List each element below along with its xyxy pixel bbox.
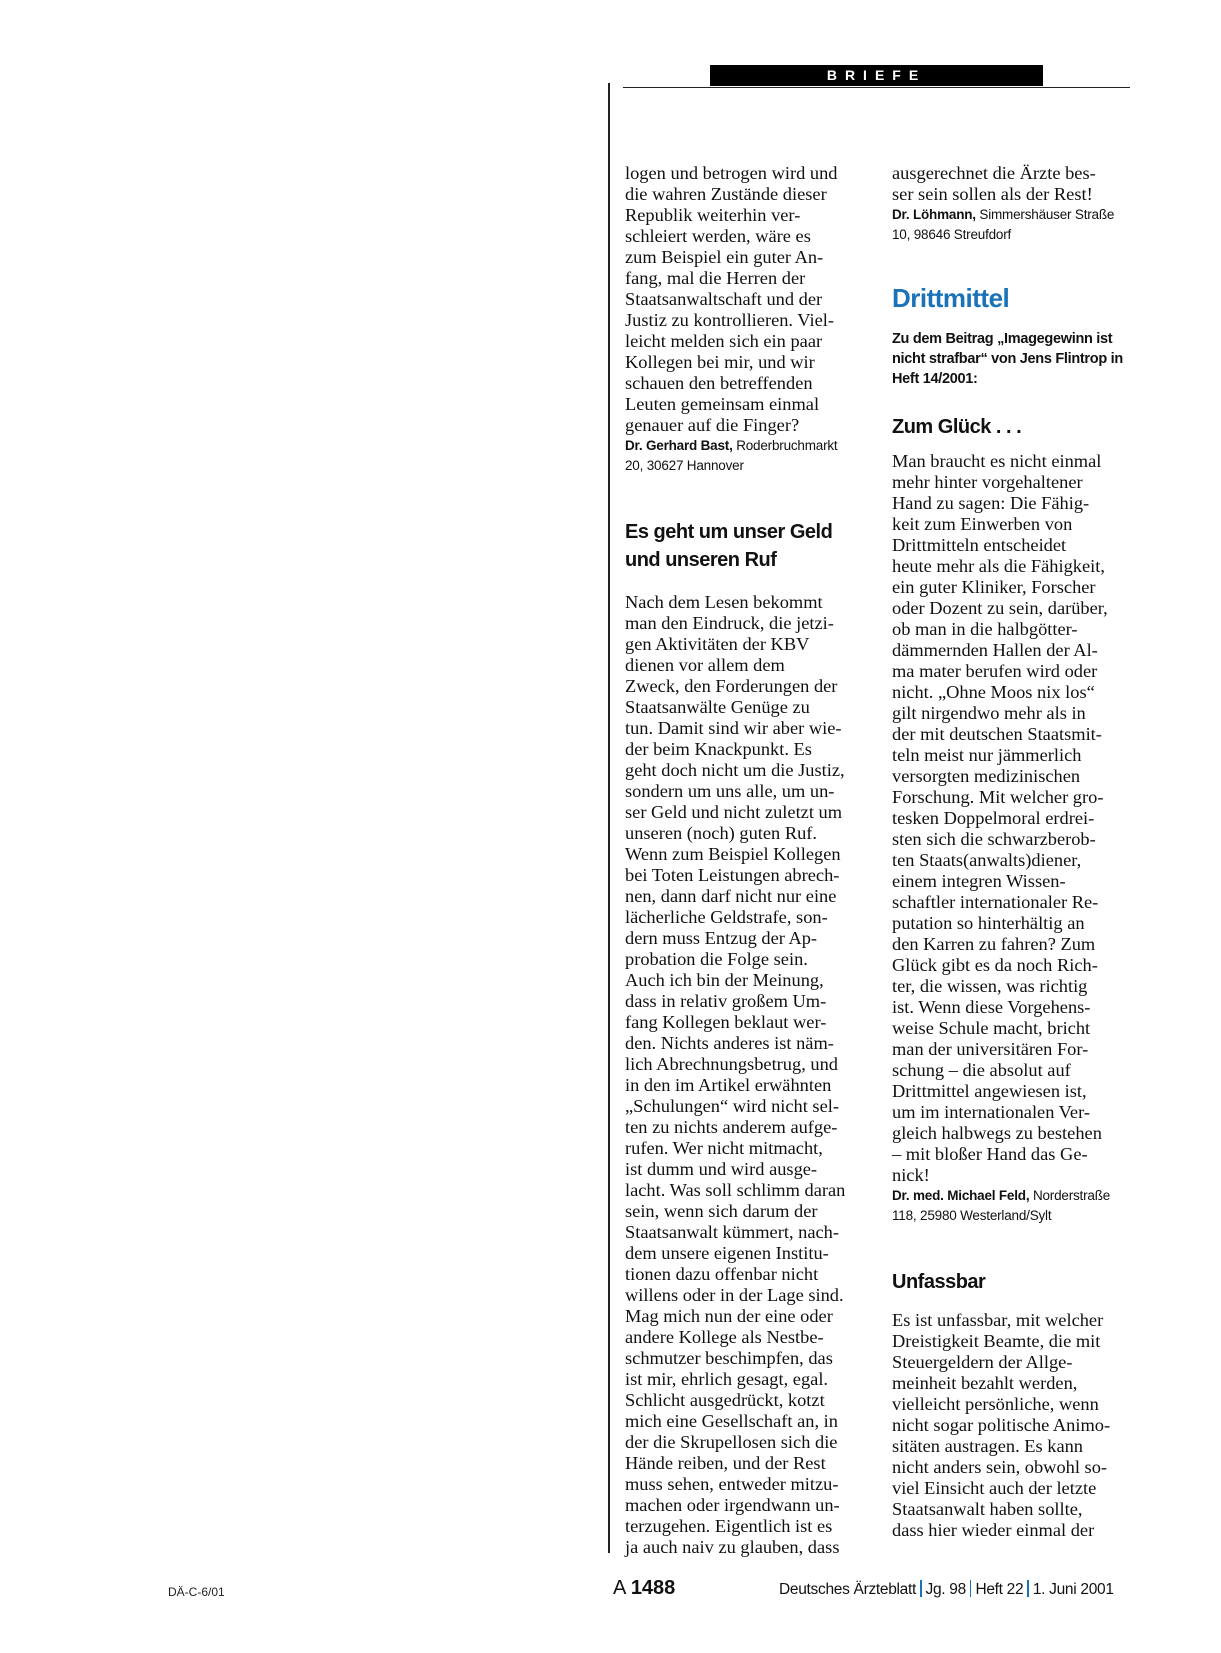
text-line: Justiz zu kontrollieren. Viel- <box>625 310 834 330</box>
signature-name: Dr. Löhmann, <box>892 207 976 222</box>
text-line: lacht. Was soll schlimm daran <box>625 1180 846 1200</box>
letter-heading: Zum Glück . . . <box>892 416 1022 438</box>
edition-code: DÄ-C-6/01 <box>168 1585 225 1599</box>
text-line: terzugehen. Eigentlich ist es <box>625 1516 833 1536</box>
text-line: gilt nirgendwo mehr als in <box>892 703 1086 723</box>
text-line: Staatsanwaltschaft und der <box>625 289 823 309</box>
letter-body <box>892 1310 1135 1541</box>
text-line: Wenn zum Beispiel Kollegen <box>625 844 841 864</box>
text-line: Staatsanwalt kümmert, nach- <box>625 1222 839 1242</box>
journal-title: Deutsches Ärzteblatt <box>779 1581 917 1598</box>
text-line: Republik weiterhin ver- <box>625 205 801 225</box>
text-line: nicht strafbar“ von Jens Flintrop in <box>892 351 1123 367</box>
text-line: Heft 14/2001: <box>892 371 978 387</box>
letter-heading <box>625 518 868 574</box>
text-line: mich eine Gesellschaft an, in <box>625 1411 838 1431</box>
text-line: bei Toten Leistungen abrech- <box>625 865 840 885</box>
page-prefix: A <box>613 1577 626 1599</box>
text-line: Leuten gemeinsam einmal <box>625 394 820 414</box>
right-column <box>892 163 1135 1541</box>
text-line: sein, wenn sich darum der <box>625 1201 818 1221</box>
text-line: schaftler internationaler Re- <box>892 892 1099 912</box>
text-line: Man braucht es nicht einmal <box>892 451 1102 471</box>
text-line: ter, die wissen, was richtig <box>892 976 1088 996</box>
text-line: viel Einsicht auch der letzte <box>892 1478 1097 1498</box>
signature-name: Dr. Gerhard Bast, <box>625 438 733 453</box>
journal-volume: Jg. 98 <box>925 1581 966 1598</box>
journal-date: 1. Juni 2001 <box>1032 1581 1114 1598</box>
text-line: nick! <box>892 1165 930 1185</box>
text-line: schauen den betreffenden <box>625 373 813 393</box>
text-line: Auch ich bin der Meinung, <box>625 970 824 990</box>
signature-address-line: 20, 30627 Hannover <box>625 458 744 473</box>
section-label: BRIEFE <box>710 65 1043 86</box>
text-line: nicht. „Ohne Moos nix los“ <box>892 682 1095 702</box>
letter-heading-line: und unseren Ruf <box>625 549 777 571</box>
text-line: ausgerechnet die Ärzte bes- <box>892 163 1096 183</box>
text-line: unseren (noch) guten Ruf. <box>625 823 818 843</box>
text-line: tionen dazu offenbar nicht <box>625 1264 819 1284</box>
text-line: Dreistigkeit Beamte, die mit <box>892 1331 1101 1351</box>
text-line: Hände reiben, und der Rest <box>625 1453 826 1473</box>
text-line: Schlicht ausgedrückt, kotzt <box>625 1390 825 1410</box>
separator <box>970 1580 972 1597</box>
text-line: tesken Doppelmoral erdrei- <box>892 808 1095 828</box>
text-line: nicht anders sein, obwohl so- <box>892 1457 1108 1477</box>
text-line: Zweck, den Forderungen der <box>625 676 838 696</box>
letter-body <box>892 451 1135 1186</box>
text-line: rufen. Wer nicht mitmacht, <box>625 1138 823 1158</box>
text-line: andere Kollege als Nestbe- <box>625 1327 824 1347</box>
text-line: dienen vor allem dem <box>625 655 785 675</box>
text-line: der mit deutschen Staatsmit- <box>892 724 1102 744</box>
signature-address: Roderbruchmarkt <box>732 438 838 453</box>
text-line: weise Schule macht, bricht <box>892 1018 1091 1038</box>
text-line: ser sein sollen als der Rest! <box>892 184 1093 204</box>
text-line: geht doch nicht um die Justiz, <box>625 760 845 780</box>
separator <box>1027 1580 1029 1597</box>
letter-heading: Unfassbar <box>892 1271 986 1293</box>
text-line: Staatsanwälte Genüge zu <box>625 697 810 717</box>
text-line: – mit bloßer Hand das Ge- <box>892 1144 1088 1164</box>
text-line: probation die Folge sein. <box>625 949 808 969</box>
text-line: ist. Wenn diese Vorgehens- <box>892 997 1091 1017</box>
text-line: teln meist nur jämmerlich <box>892 745 1082 765</box>
text-line: gleich halbwegs zu bestehen <box>892 1123 1102 1143</box>
text-line: der die Skrupellosen sich die <box>625 1432 838 1452</box>
text-line: heute mehr als die Fähigkeit, <box>892 556 1105 576</box>
text-line: schung – die absolut auf <box>892 1060 1071 1080</box>
signature-address: Norderstraße <box>1029 1188 1111 1203</box>
text-line: dass in relativ großem Um- <box>625 991 827 1011</box>
text-line: sondern um uns alle, um un- <box>625 781 835 801</box>
text-line: keit zum Einwerben von <box>892 514 1073 534</box>
letter-heading-line: Es geht um unser Geld <box>625 521 833 543</box>
text-line: Staatsanwalt haben sollte, <box>892 1499 1083 1519</box>
page-number-value: 1488 <box>630 1577 676 1599</box>
text-line: lächerliche Geldstrafe, son- <box>625 907 828 927</box>
letter-signature <box>892 1186 1135 1226</box>
text-line: zum Beispiel ein guter An- <box>625 247 824 267</box>
text-line: vielleicht persönliche, wenn <box>892 1394 1099 1414</box>
text-line: schleiert werden, wäre es <box>625 226 811 246</box>
text-line: ja auch naiv zu glauben, dass <box>625 1537 840 1557</box>
text-line: die wahren Zustände dieser <box>625 184 827 204</box>
text-line: genauer auf die Finger? <box>625 415 800 435</box>
letter-signature <box>892 205 1135 245</box>
text-line: versorgten medizinischen <box>892 766 1081 786</box>
article-reference <box>892 329 1135 389</box>
text-line: Drittmittel angewiesen ist, <box>892 1081 1087 1101</box>
text-line: ten Staats(anwalts)diener, <box>892 850 1082 870</box>
text-line: putation so hinterhältig an <box>892 913 1085 933</box>
text-line: Forschung. Mit welcher gro- <box>892 787 1104 807</box>
text-line: Nach dem Lesen bekommt <box>625 592 823 612</box>
text-line: oder Dozent zu sein, darüber, <box>892 598 1108 618</box>
text-line: ist dumm und wird ausge- <box>625 1159 818 1179</box>
text-line: machen oder irgendwann un- <box>625 1495 840 1515</box>
text-line: in den im Artikel erwähnten <box>625 1075 832 1095</box>
text-line: Glück gibt es da noch Rich- <box>892 955 1098 975</box>
signature-address-line: 10, 98646 Streufdorf <box>892 227 1012 242</box>
signature-address: Simmershäuser Straße <box>975 207 1115 222</box>
text-line: nen, dann darf nicht nur eine <box>625 886 837 906</box>
signature-name: Dr. med. Michael Feld, <box>892 1188 1030 1203</box>
text-line: gen Aktivitäten der KBV <box>625 634 810 654</box>
text-line: tun. Damit sind wir aber wie- <box>625 718 842 738</box>
text-line: mehr hinter vorgehaltener <box>892 472 1083 492</box>
topic-heading: Drittmittel <box>892 283 1010 313</box>
page-number <box>613 1577 675 1600</box>
text-line: meinheit bezahlt werden, <box>892 1373 1078 1393</box>
section-header <box>623 65 1130 88</box>
journal-issue: Heft 22 <box>975 1581 1024 1598</box>
separator <box>920 1580 922 1597</box>
left-column <box>625 163 868 1558</box>
journal-info <box>779 1580 1114 1599</box>
text-line: sitäten austragen. Es kann <box>892 1436 1084 1456</box>
text-line: Steuergeldern der Allge- <box>892 1352 1073 1372</box>
text-line: ist mir, ehrlich gesagt, egal. <box>625 1369 829 1389</box>
text-line: den. Nichts anderes ist näm- <box>625 1033 834 1053</box>
letter-signature <box>625 436 868 476</box>
text-line: schmutzer beschimpfen, das <box>625 1348 833 1368</box>
text-line: Hand zu sagen: Die Fähig- <box>892 493 1090 513</box>
text-line: sten sich die schwarzberob- <box>892 829 1096 849</box>
text-line: „Schulungen“ wird nicht sel- <box>625 1096 839 1116</box>
text-line: dem unsere eigenen Institu- <box>625 1243 829 1263</box>
text-line: den Karren zu fahren? Zum <box>892 934 1096 954</box>
text-line: ser Geld und nicht zuletzt um <box>625 802 843 822</box>
text-line: Es ist unfassbar, mit welcher <box>892 1310 1104 1330</box>
text-line: Kollegen bei mir, und wir <box>625 352 815 372</box>
letter-body <box>625 592 868 1558</box>
text-line: ein guter Kliniker, Forscher <box>892 577 1096 597</box>
text-line: einem integren Wissen- <box>892 871 1066 891</box>
text-line: der beim Knackpunkt. Es <box>625 739 812 759</box>
letter-body <box>892 163 1135 205</box>
text-line: lich Abrechnungsbetrug, und <box>625 1054 838 1074</box>
text-line: Drittmitteln entscheidet <box>892 535 1067 555</box>
letter-body <box>625 163 868 436</box>
text-line: dämmernden Hallen der Al- <box>892 640 1098 660</box>
text-line: dass hier wieder einmal der <box>892 1520 1095 1540</box>
text-line: nicht sogar politische Animo- <box>892 1415 1111 1435</box>
text-line: willens oder in der Lage sind. <box>625 1285 844 1305</box>
text-line: leicht melden sich ein paar <box>625 331 823 351</box>
text-line: fang Kollegen beklaut wer- <box>625 1012 827 1032</box>
text-line: man der universitären For- <box>892 1039 1089 1059</box>
text-line: ten zu nichts anderem aufge- <box>625 1117 838 1137</box>
text-line: Mag mich nun der eine oder <box>625 1306 833 1326</box>
text-line: ob man in die halbgötter- <box>892 619 1078 639</box>
text-line: Zu dem Beitrag „Imagegewinn ist <box>892 331 1113 347</box>
text-line: muss sehen, entweder mitzu- <box>625 1474 839 1494</box>
text-line: ma mater berufen wird oder <box>892 661 1098 681</box>
text-line: dern muss Entzug der Ap- <box>625 928 818 948</box>
signature-address-line: 118, 25980 Westerland/Sylt <box>892 1208 1052 1223</box>
text-line: logen und betrogen wird und <box>625 163 838 183</box>
column-rule <box>608 83 610 1553</box>
text-line: um im internationalen Ver- <box>892 1102 1090 1122</box>
text-line: fang, mal die Herren der <box>625 268 806 288</box>
text-line: man den Eindruck, die jetzi- <box>625 613 834 633</box>
